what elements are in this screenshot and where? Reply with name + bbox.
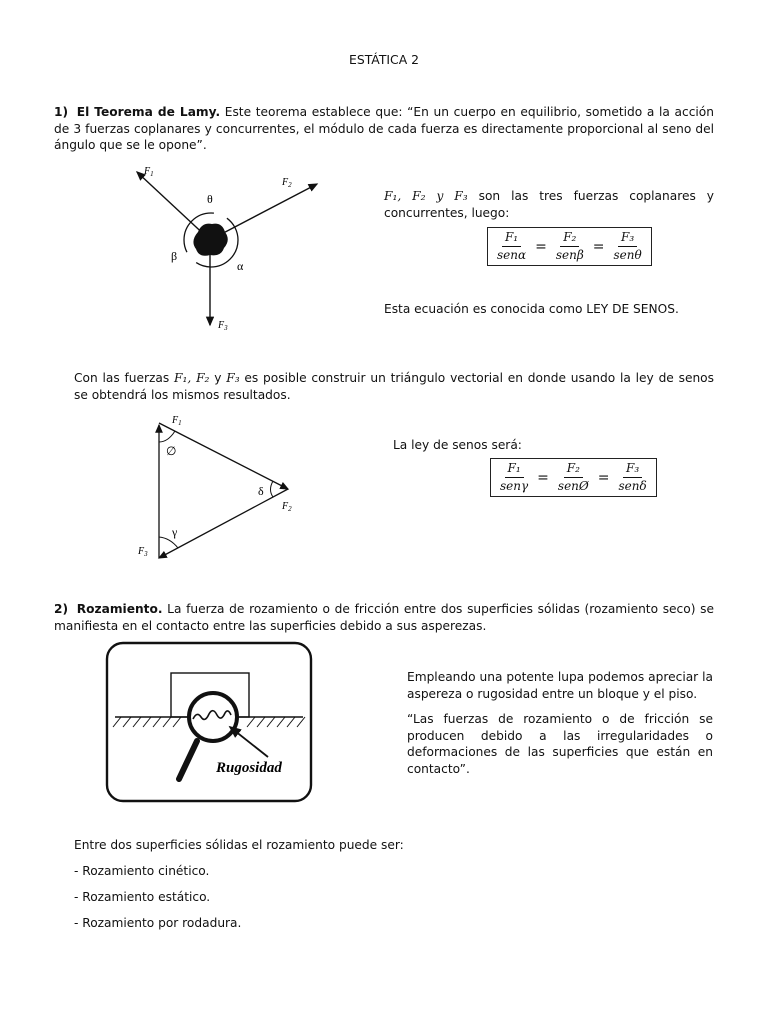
lupa-text: Empleando una potente lupa podemos apreciar la aspereza o rugosidad entre un bloque y el piso.	[407, 670, 713, 701]
angle-arc-phi	[159, 431, 175, 442]
section2-text: La fuerza de rozamiento o de fricción entre dos superficies sólidas (rozamiento seco) se manifiesta en el contacto entre las superficies debido a sus asperezas.	[54, 602, 714, 633]
label-delta: δ	[258, 484, 264, 498]
fraction-2: $\frac{\text{F₂}}{\text{senβ}}$	[555, 230, 584, 262]
vector-triangle-diagram	[128, 410, 303, 570]
forces-description: F₁, F₂ y F₃ son las tres fuerzas coplanares y concurrentes, luego:	[384, 189, 714, 220]
label-f2: $F_2$	[282, 177, 292, 189]
list-item: - Rozamiento cinético.	[74, 864, 210, 878]
list-item: - Rozamiento estático.	[74, 890, 211, 904]
label-alpha: α	[237, 259, 244, 273]
section1-text: Este teorema establece que: “En un cuerpo en equilibrio, sometido a la acción de 3 fuerzas coplanares y concurrentes, el módulo de cada fuerza es directamente proporcional al seno del ángulo que se le opone”.	[54, 105, 714, 152]
lamy-formula-box: $\frac{\text{F₁}}{\text{senα}}$ = $\frac{\text{F₂}}{\text{senβ}}$ = $\frac{\text{F₃}}{\text{senθ}}$	[487, 227, 652, 266]
roughness-illustration	[105, 641, 313, 803]
section1-heading: El Teorema de Lamy.	[76, 105, 221, 119]
page-title: ESTÁTICA 2	[349, 52, 419, 67]
fraction-1: $\frac{\text{F₁}}{\text{senα}}$	[497, 230, 527, 262]
angle-arc-delta	[271, 481, 274, 497]
section2-paragraph	[54, 601, 714, 634]
fraction-3: $\frac{\text{F₃}}{\text{senδ}}$	[618, 461, 647, 493]
section1-number: 1)	[54, 105, 69, 119]
lamy-forces-diagram	[120, 160, 340, 335]
law-label: La ley de senos será:	[393, 438, 522, 452]
sine-law-formula-box: $\frac{\text{F₁}}{\text{senγ}}$ = $\frac{\text{F₂}}{\text{senØ}}$ = $\frac{\text{F₃}}{\text{senδ}}$	[490, 458, 657, 497]
label-f3: $F_3$	[138, 546, 148, 558]
fraction-1: $\frac{\text{F₁}}{\text{senγ}}$	[500, 461, 529, 493]
label-f2: $F_2$	[282, 501, 292, 513]
fraction-3: $\frac{\text{F₃}}{\text{senθ}}$	[613, 230, 642, 262]
types-intro: Entre dos superficies sólidas el rozamiento puede ser:	[74, 838, 404, 852]
triangle-intro: Con las fuerzas F₁, F₂ y F₃ es posible construir un triángulo vectorial en donde usando la ley de senos se obtendrá los mismos resultados.	[74, 371, 714, 402]
section2-heading: Rozamiento.	[76, 602, 163, 616]
triangle-side-f1	[159, 423, 288, 489]
label-beta: β	[171, 249, 178, 263]
label-f1: $F_1$	[172, 415, 182, 427]
equation-note: Esta ecuación es conocida como LEY DE SENOS.	[384, 302, 679, 316]
force-f2-arrow	[210, 184, 317, 240]
magnifier-lens	[189, 693, 237, 741]
section1-paragraph	[54, 104, 714, 154]
friction-quote: “Las fuerzas de rozamiento o de fricción se producen debido a las irregularidades o deformaciones de las superficies que están en contacto”.	[407, 712, 713, 776]
rugosidad-label: Rugosidad	[216, 760, 282, 776]
label-theta: θ	[207, 192, 213, 206]
section2-number: 2)	[54, 602, 69, 616]
label-f1: $F_1$	[144, 166, 154, 178]
fraction-2: $\frac{\text{F₂}}{\text{senØ}}$	[557, 461, 589, 493]
list-item: - Rozamiento por rodadura.	[74, 916, 242, 930]
label-phi: ∅	[166, 444, 177, 458]
label-f3: $F_3$	[218, 320, 228, 332]
label-gamma: γ	[172, 525, 178, 539]
